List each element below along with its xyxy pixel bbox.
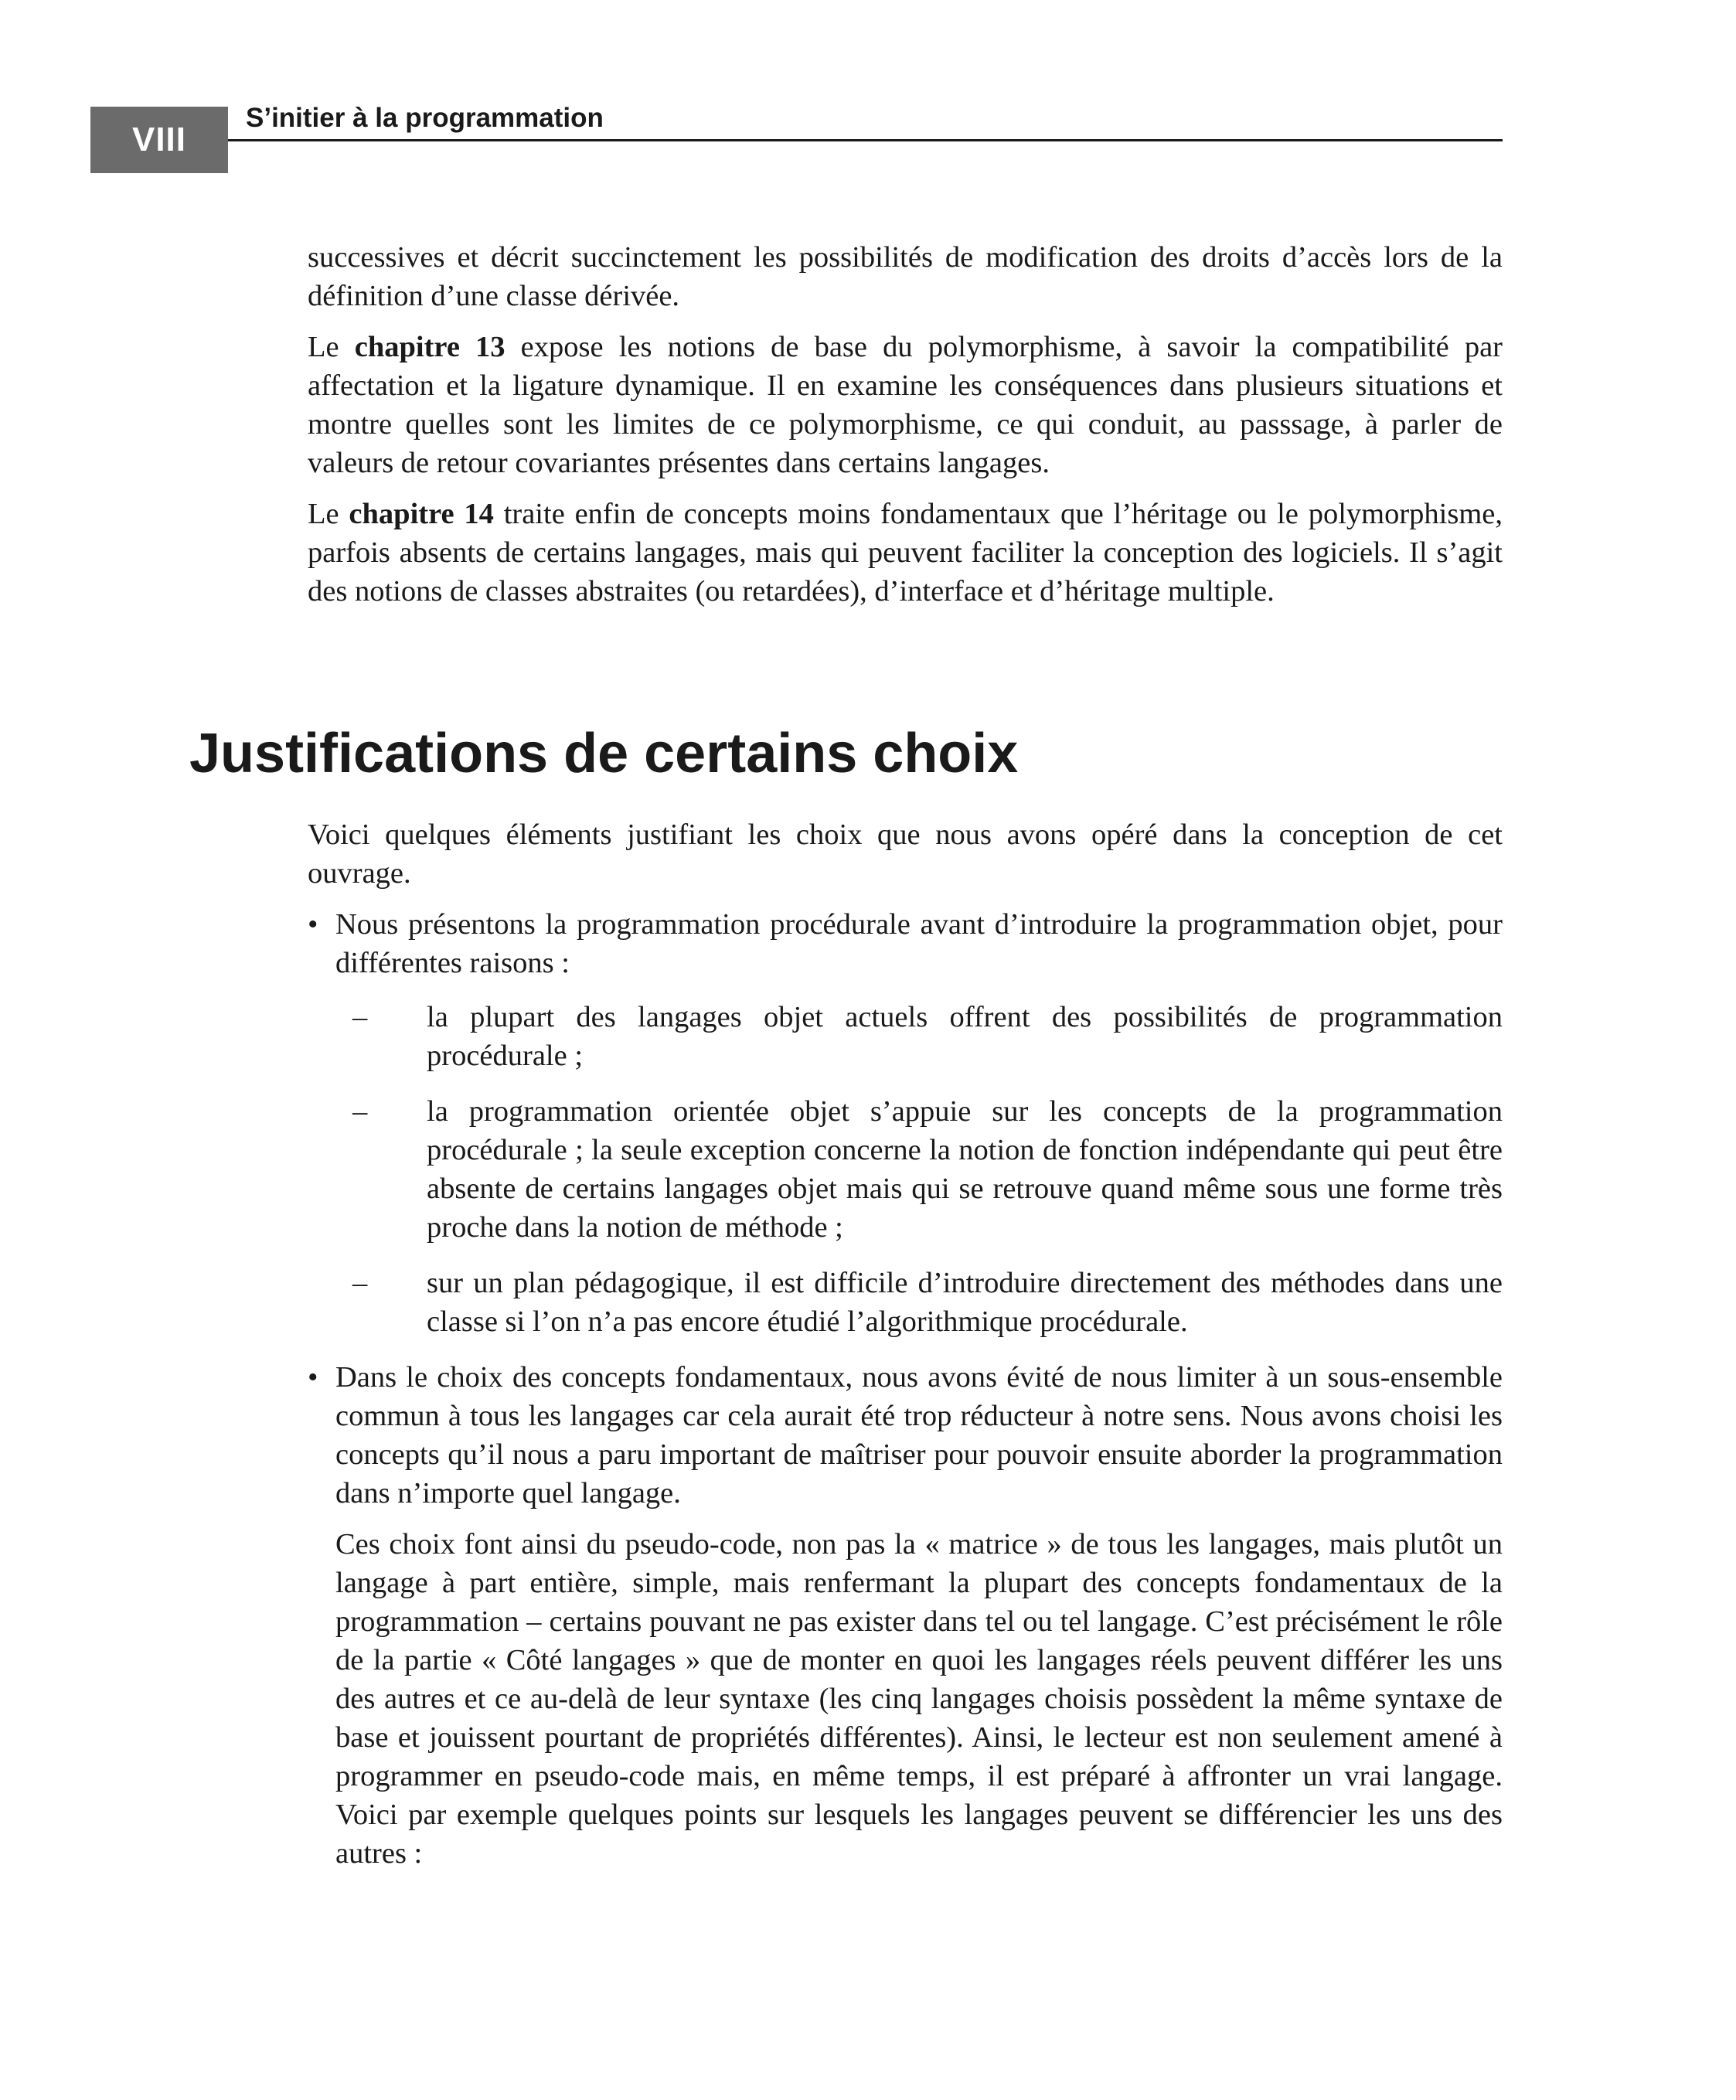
intro-paragraph-1: successives et décrit succinctement les possibilités de modification des droits d’accès lors de la définition d’une classe dérivée. bbox=[308, 241, 1503, 312]
bullet-2-continuation: Ces choix font ainsi du pseudo-code, non pas la « matrice » de tous les langages, mais plutôt un langage à part entière, simple, mais renfermant la plupart des concepts fondamentaux de la programmation – certains pouvant ne pas exister dans tel ou tel langage. C’est précisément le rôle de la partie « Côté langages » que de monter en quoi les langages réels peuvent différer les uns des autres et ce au-delà de leur syntaxe (les cinq langages choisis possèdent la même syntaxe de base et jouissent pourtant de propriétés différentes). Ainsi, le lecteur est non seulement amené à programmer en pseudo-code mais, en même temps, il est préparé à affronter un vrai langage. Voici par exemple quelques points sur lesquels les langages peuvent se différencier les uns des autres : bbox=[335, 1528, 1503, 1870]
bullet-item-1 bbox=[308, 905, 1503, 1341]
dash-mark: – bbox=[352, 1267, 368, 1299]
bullet-2-text: Dans le choix des concepts fondamentaux, nous avons évité de nous limiter à un sous-ensemble commun à tous les langages car cela aurait été trop réducteur à notre sens. Nous avons choisi les concepts qu’il nous a paru important de maîtriser pour pouvoir ensuite aborder la programmation dans n’importe quel langage. bbox=[335, 1361, 1503, 1509]
intro-paragraph-2 bbox=[308, 328, 1503, 482]
dash-item-2-text: la programmation orientée objet s’appuie sur les concepts de la programmation procédurale ; la seule exception concerne la notion de fonction indépendante qui peut être absente de certains langages objet mais qui se retrouve quand même sous une forme très proche dans la notion de méthode ; bbox=[427, 1095, 1503, 1244]
section-lead: Voici quelques éléments justifiant les choix que nous avons opéré dans la conception de cet ouvrage. bbox=[308, 819, 1503, 890]
running-title: S’initier à la programmation bbox=[246, 103, 604, 133]
intro-paragraph-3 bbox=[308, 495, 1503, 611]
intro-text bbox=[308, 238, 1503, 623]
dash-item-2 bbox=[335, 1092, 1503, 1247]
p3-prefix: Le bbox=[308, 498, 349, 530]
dash-item-1-text: la plupart des langages objet actuels offrent des possibilités de programmation procédurale ; bbox=[427, 1001, 1503, 1072]
bullet-mark: • bbox=[308, 908, 318, 941]
bullet-1-text: Nous présentons la programmation procédurale avant d’introduire la programmation objet, pour différentes raisons : bbox=[335, 908, 1503, 979]
dash-item-1 bbox=[335, 998, 1503, 1075]
p2-prefix: Le bbox=[308, 331, 355, 363]
chapter-14-label: chapitre 14 bbox=[349, 498, 494, 530]
p3-rest: traite enfin de concepts moins fondamentaux que l’héritage ou le polymorphisme, parfois absents de certains langages, mais qui peuvent faciliter la conception des logiciels. Il s’agit des notions de classes abstraites (ou retardées), d’interface et d’héritage multiple. bbox=[308, 498, 1503, 608]
section-body bbox=[308, 815, 1503, 1887]
dash-mark: – bbox=[352, 1095, 368, 1128]
p2-rest: expose les notions de base du polymorphisme, à savoir la compatibilité par affectation et la ligature dynamique. Il en examine les conséquences dans plusieurs situations et montre quelles sont les limites de ce polymorphisme, ce qui conduit, au passsage, à parler de valeurs de retour covariantes présentes dans certains langages. bbox=[308, 331, 1503, 479]
dash-mark: – bbox=[352, 1001, 368, 1033]
dash-item-3-text: sur un plan pédagogique, il est difficile d’introduire directement des méthodes dans une classe si l’on n’a pas encore étudié l’algorithmique procédurale. bbox=[427, 1267, 1503, 1338]
header-rule bbox=[228, 139, 1503, 141]
bullet-list bbox=[308, 905, 1503, 1873]
dash-item-3 bbox=[335, 1264, 1503, 1341]
dash-list bbox=[335, 998, 1503, 1341]
bullet-mark: • bbox=[308, 1361, 318, 1394]
bullet-item-2 bbox=[308, 1358, 1503, 1873]
section-heading: Justifications de certains choix bbox=[189, 723, 1019, 785]
chapter-13-label: chapitre 13 bbox=[354, 331, 505, 363]
page-number: VIII bbox=[90, 107, 228, 173]
